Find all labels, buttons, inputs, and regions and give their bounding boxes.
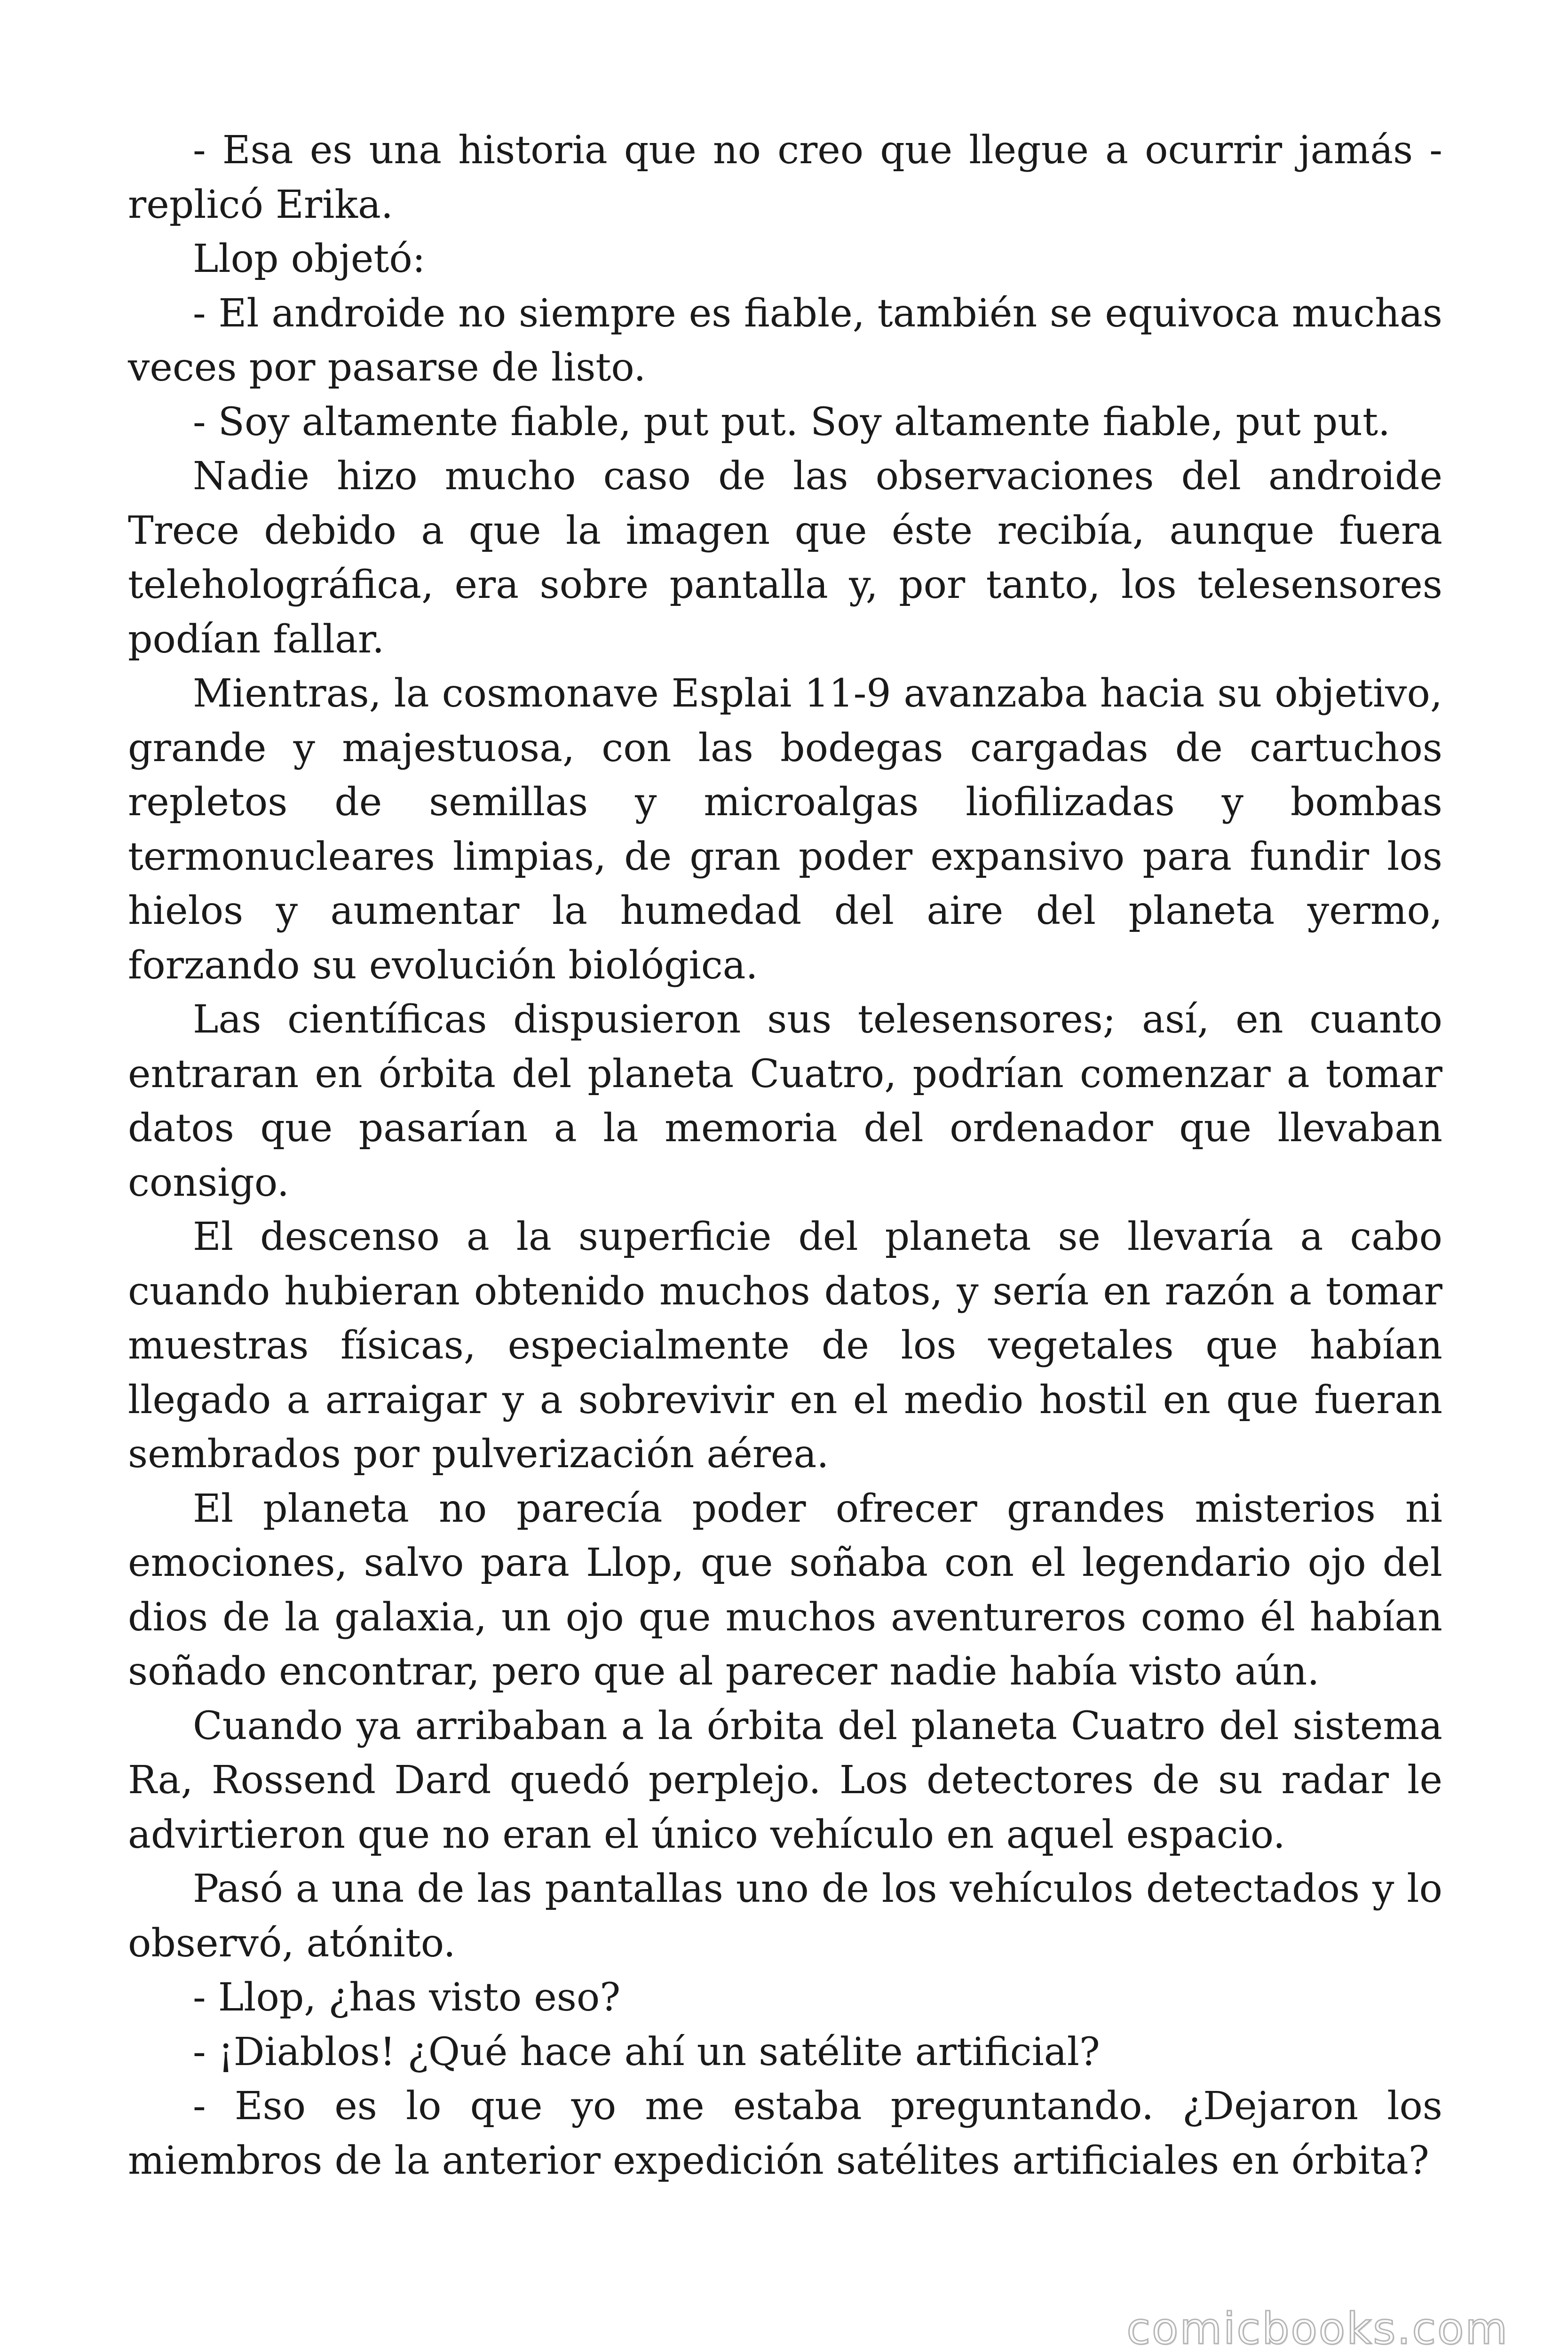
- paragraph: - Soy altamente fiable, put put. Soy altamente fiable, put put.: [193, 399, 1391, 445]
- paragraph: Mientras, la cosmonave Esplai 11-9 avanzaba hacia su objetivo, grande y majestuosa, con las bodegas cargadas de cartuchos repletos de semillas y microalgas liofilizadas y bombas termonucleares limpias, de gran poder expansivo para fundir los hielos y aumentar la humedad del aire del planeta yermo, forzando su evolución biológica.: [128, 671, 1442, 988]
- paragraph: - El androide no siempre es fiable, también se equivoca muchas veces por pasarse de listo.: [128, 291, 1442, 390]
- body-text: [128, 123, 1442, 2188]
- paragraph: Llop objetó:: [193, 237, 426, 281]
- paragraph: Cuando ya arribaban a la órbita del planeta Cuatro del sistema Ra, Rossend Dard quedó perplejo. Los detectores de su radar le advirtieron que no eran el único vehículo en aquel espacio.: [128, 1703, 1442, 1857]
- paragraph: - Eso es lo que yo me estaba preguntando. ¿Dejaron los miembros de la anterior expedición satélites artificiales en órbita?: [128, 2084, 1442, 2183]
- paragraph: Las científicas dispusieron sus telesensores; así, en cuanto entraran en órbita del planeta Cuatro, podrían comenzar a tomar datos que pasarían a la memoria del ordenador que llevaban consigo.: [128, 997, 1442, 1205]
- paragraph: - Llop, ¿has visto eso?: [193, 1975, 621, 2020]
- paragraph: - ¡Diablos! ¿Qué hace ahí un satélite artificial?: [193, 2029, 1100, 2074]
- paragraph: El planeta no parecía poder ofrecer grandes misterios ni emociones, salvo para Llop, que soñaba con el legendario ojo del dios de la galaxia, un ojo que muchos aventureros como él habían soñado encontrar, pero que al parecer nadie había visto aún.: [128, 1486, 1442, 1694]
- paragraph: - Esa es una historia que no creo que llegue a ocurrir jamás - replicó Erika.: [128, 128, 1442, 227]
- watermark: comicbooks.com: [1126, 2304, 1509, 2352]
- paragraph: Pasó a una de las pantallas uno de los vehículos detectados y lo observó, atónito.: [128, 1867, 1442, 1966]
- paragraph: El descenso a la superficie del planeta se llevaría a cabo cuando hubieran obtenido muchos datos, y sería en razón a tomar muestras físicas, especialmente de los vegetales que habían llegado a arraigar y a sobrevivir en el medio hostil en que fueran sembrados por pulverización aérea.: [128, 1215, 1442, 1477]
- paragraph: Nadie hizo mucho caso de las observaciones del androide Trece debido a que la imagen que éste recibía, aunque fuera teleholográfica, era sobre pantalla y, por tanto, los telesensores podían fallar.: [128, 454, 1442, 662]
